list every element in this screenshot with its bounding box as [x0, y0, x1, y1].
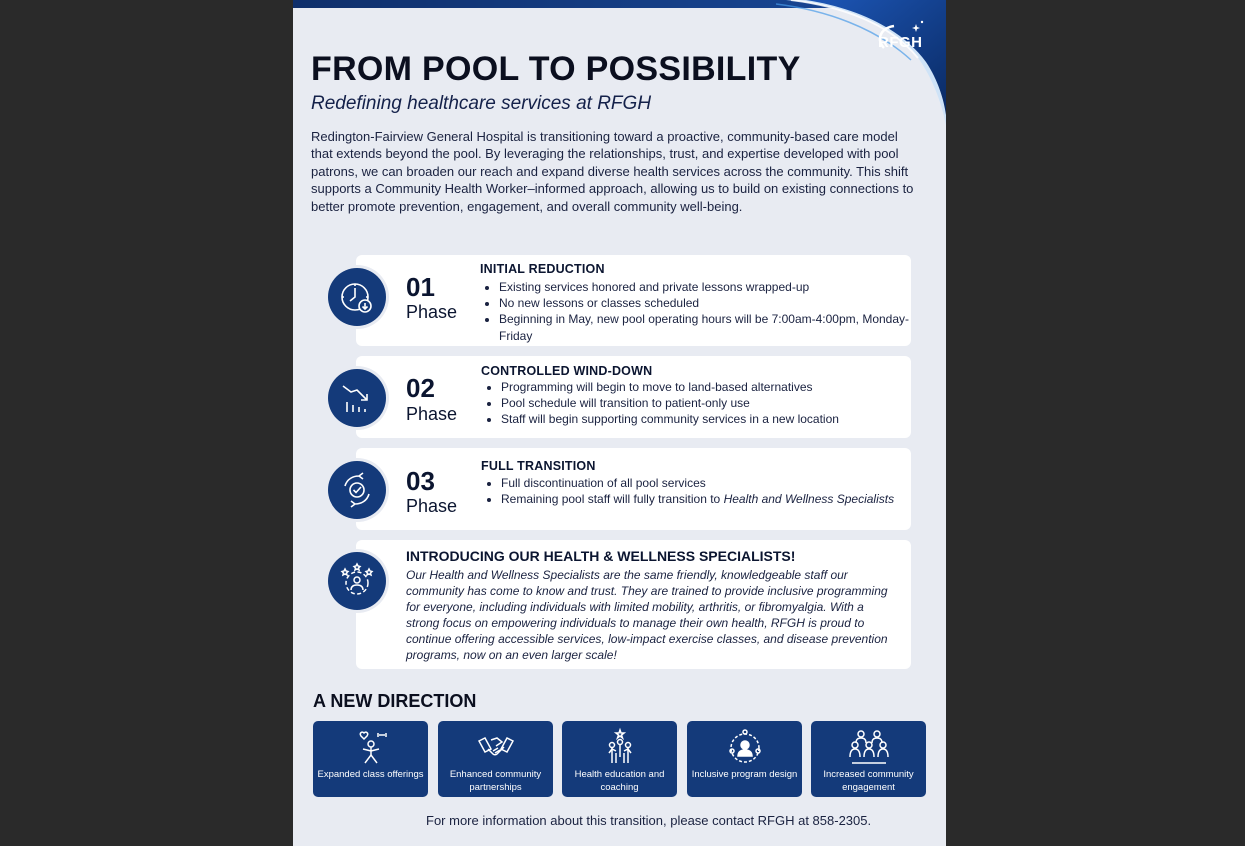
- phase-2-label: Phase: [406, 404, 458, 424]
- direction-tile-3: [562, 721, 677, 797]
- bullet-text: Remaining pool staff will fully transition to: [501, 492, 724, 507]
- rfgh-logo: RFGH: [878, 34, 923, 51]
- tile-label: Increased community engagement: [823, 769, 914, 793]
- list-item: • Programming will begin to move to land-based alternatives: [501, 379, 921, 395]
- phase-1-icon-circle: [328, 268, 386, 326]
- phase-3-title: FULL TRANSITION: [481, 459, 596, 473]
- tile-label: Inclusive program design: [691, 769, 798, 780]
- handshake-icon: [476, 727, 516, 767]
- bullet-italic-text: Health and Wellness Specialists: [723, 492, 895, 507]
- phase-2-title: CONTROLLED WIND-DOWN: [481, 364, 653, 378]
- phase-1-title: INITIAL REDUCTION: [480, 262, 605, 276]
- phase-1-label: Phase: [406, 302, 458, 322]
- specialist-gear-icon: [337, 561, 377, 601]
- direction-tile-5: [811, 721, 926, 797]
- phase-3-bullets: [483, 475, 901, 507]
- specialists-body: Our Health and Wellness Specialists are the same friendly, knowledgeable staff our community has come to know and trust. They are trained to provide inclusive programming for everyone, including individuals with limited mobility, arthritis, or fibromyalgia. With a strong focus on empowering individuals to manage their own health, RFGH is proud to continue offering accessible services, low-impact exercise classes, and disease prevention programs, now on an even larger scale!: [406, 568, 888, 663]
- phase-1-bullets: [481, 279, 919, 344]
- phase-3-number: 03: [406, 466, 435, 496]
- clock-icon: [337, 277, 377, 317]
- coaching-icon: [600, 727, 640, 767]
- specialists-title: INTRODUCING OUR HEALTH & WELLNESS SPECIALISTS!: [406, 548, 796, 564]
- list-item: • Staff will begin supporting community services in a new location: [501, 411, 921, 427]
- direction-tile-1: [313, 721, 428, 797]
- phase-3-icon-circle: [328, 461, 386, 519]
- phase-1-number: 01: [406, 272, 435, 302]
- fitness-class-icon: [351, 727, 391, 767]
- direction-tile-4: [687, 721, 802, 797]
- tile-label: Health education and coaching: [574, 769, 665, 793]
- new-direction-heading: A NEW DIRECTION: [313, 691, 477, 711]
- tile-label: Enhanced community partnerships: [449, 769, 542, 793]
- list-item: [501, 491, 901, 507]
- page-title: FROM POOL TO POSSIBILITY: [311, 50, 801, 88]
- declining-chart-icon: [337, 378, 377, 418]
- intro-paragraph: Redington-Fairview General Hospital is transitioning toward a proactive, community-based care model that extends beyond the pool. By leveraging the relationships, trust, and expertise developed with pool patrons, we can broaden our reach and expand diverse health services across the community. This shift supports a Community Health Worker–informed approach, allowing us to build on existing connections to better promote prevention, engagement, and overall community well-being.: [311, 129, 914, 214]
- direction-tile-2: [438, 721, 553, 797]
- flyer-page: [293, 0, 946, 846]
- list-item: • Existing services honored and private lessons wrapped-up: [499, 279, 919, 295]
- list-item: • Full discontinuation of all pool services: [501, 475, 901, 491]
- phase-3-label: Phase: [406, 496, 458, 516]
- phase-2-number: 02: [406, 373, 435, 403]
- specialists-icon-circle: [328, 552, 386, 610]
- list-item: • Beginning in May, new pool operating hours will be 7:00am-4:00pm, Monday-Friday: [499, 311, 919, 343]
- phase-2-bullets: [483, 379, 921, 428]
- transition-check-icon: [337, 470, 377, 510]
- list-item: • No new lessons or classes scheduled: [499, 295, 919, 311]
- list-item: • Pool schedule will transition to patient-only use: [501, 395, 921, 411]
- tile-label: Expanded class offerings: [317, 769, 424, 780]
- page-subtitle: Redefining healthcare services at RFGH: [311, 93, 652, 114]
- community-group-icon: [849, 727, 889, 767]
- phase-2-icon-circle: [328, 369, 386, 427]
- inclusive-design-icon: [725, 727, 765, 767]
- contact-footer: For more information about this transition, please contact RFGH at 858-2305.: [426, 813, 872, 828]
